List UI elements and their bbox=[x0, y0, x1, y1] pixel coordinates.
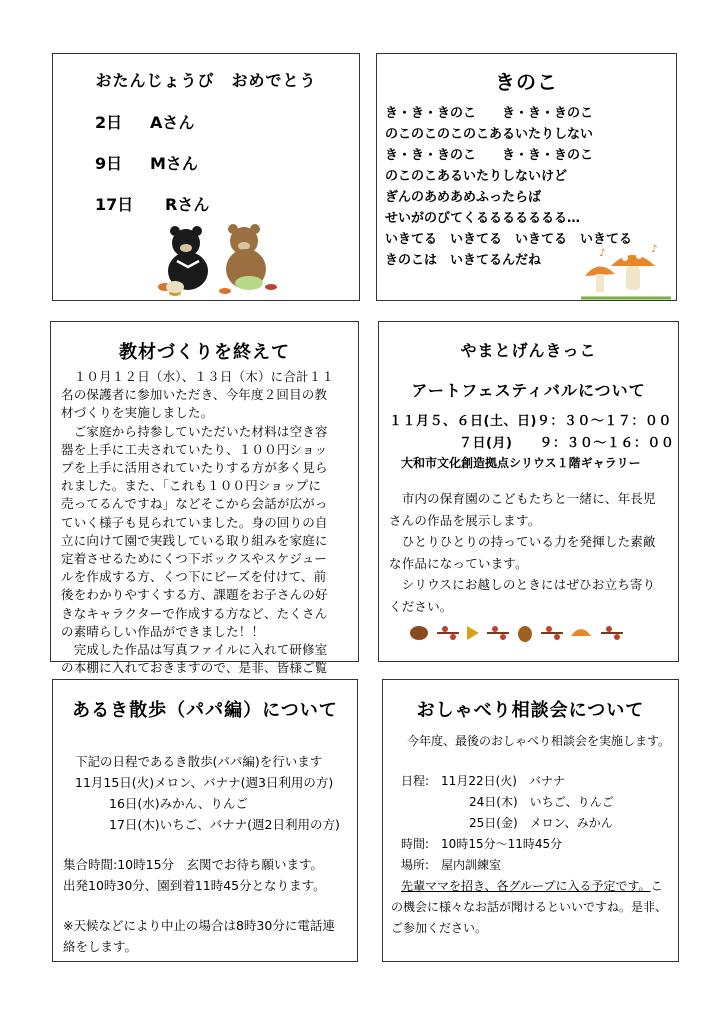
art-line-3: ひとりひとりの持っている力を発揮した素敵 bbox=[389, 534, 656, 549]
art-venue: 大和市文化創造拠点シリウス１階ギャラリー bbox=[401, 456, 641, 470]
kyozai-line-6: プを上手に活用されていたりする方が多く見ら bbox=[61, 460, 328, 476]
kinoko-line-4: のこのこあるいたりしないけど bbox=[385, 169, 568, 184]
walk-meeting-1: 集合時間:10時15分 玄関でお待ち願います。 bbox=[63, 857, 324, 872]
consult-title: おしゃべり相談会について bbox=[416, 700, 645, 721]
art-box bbox=[378, 321, 679, 662]
kinoko-line-5: ぎんのあめあめふったらば bbox=[385, 190, 542, 205]
kyozai-line-8: 売ってるんですね」などそこから会話が広がっ bbox=[61, 496, 328, 512]
walk-schedule-2: 16日(水)みかん、りんご bbox=[109, 796, 248, 811]
art-line-2: さんの作品を展示します。 bbox=[389, 512, 541, 528]
kyozai-title: 教材づくりを終えて bbox=[119, 342, 290, 363]
kyozai-line-5: 器を上手に工夫されていたり、１００円ショッ bbox=[61, 441, 328, 457]
walk-note-2: 絡をします。 bbox=[63, 939, 138, 954]
bears-illustration bbox=[153, 219, 283, 299]
kyozai-line-12: ルを作成する方、くつ下にビーズを付けて、前 bbox=[61, 569, 327, 585]
consult-date-1: 日程: 11月22日(火) バナナ bbox=[401, 774, 565, 788]
consult-intro: 今年度、最後のおしゃべり相談会を実施します。 bbox=[407, 734, 671, 748]
kyozai-line-1: １０月１２日（水）、１３日（木）に合計１１ bbox=[61, 369, 335, 384]
kyozai-line-10: 立に向けて園で実践している取り組みを家庭に bbox=[61, 532, 328, 548]
birthday-name-1: Aさん bbox=[150, 113, 195, 132]
svg-text:♪: ♪ bbox=[651, 244, 658, 255]
kyozai-line-2: 名の保護者に参加いただき、今年度２回目の教 bbox=[61, 387, 328, 403]
art-line-1: 市内の保育園のこどもたちと一緒に、年長児 bbox=[389, 491, 656, 506]
kyozai-line-7: れました。また、「これも１００円ショップに bbox=[61, 478, 322, 494]
birthday-name-3: Rさん bbox=[165, 195, 210, 214]
kyozai-body bbox=[61, 368, 353, 696]
consult-note-1 bbox=[401, 877, 663, 894]
art-line-4: な作品になっています。 bbox=[389, 555, 528, 571]
walk-schedule-1: 11月15日(火)メロン、バナナ(週3日利用の方) bbox=[75, 775, 334, 790]
art-date-2: ７日(月) ９：３０～１６：００ bbox=[459, 436, 675, 451]
kinoko-line-8: きのこは いきてるんだね bbox=[385, 253, 542, 268]
birthday-day-3: 17日 bbox=[95, 195, 134, 214]
birthday-box bbox=[52, 53, 360, 301]
autumn-border-illustration bbox=[409, 622, 639, 644]
kyozai-line-14: きなキャラクターで作成する方など、たくさん bbox=[61, 605, 328, 621]
art-body bbox=[389, 488, 674, 617]
art-title-2: アートフェスティバルについて bbox=[411, 381, 646, 400]
kinoko-title: きのこ bbox=[495, 70, 558, 94]
walk-box bbox=[52, 679, 358, 962]
kinoko-line-2: のこのこのこのこあるいたりしない bbox=[385, 127, 594, 142]
birthday-day-1: 2日 bbox=[95, 113, 123, 132]
consult-note-underlined: 先輩ママを招き、各グループに入る予定です。 bbox=[401, 879, 651, 893]
consult-place: 場所: 屋内訓練室 bbox=[401, 858, 502, 872]
consult-note-3: ご参加ください。 bbox=[391, 921, 488, 935]
kinoko-box bbox=[376, 53, 677, 301]
consult-note-rest: こ bbox=[650, 879, 663, 893]
kyozai-line-16: 完成した作品は写真ファイルに入れて研修室 bbox=[61, 642, 328, 658]
consult-date-2: 24日(木) いちご、りんご bbox=[469, 795, 614, 809]
consult-note-2: の機会に様々なお話が聞けるといいですね。是非、 bbox=[391, 900, 668, 914]
kyozai-line-17: の本棚に入れておきますので、是非、皆様ご覧 bbox=[61, 660, 328, 676]
walk-note-1: ※天候などにより中止の場合は8時30分に電話連 bbox=[63, 918, 335, 933]
kyozai-line-15: の素晴らしい作品ができました！！ bbox=[61, 623, 265, 639]
kyozai-box bbox=[50, 321, 359, 676]
kinoko-line-3: き・き・きのこ き・き・きのこ bbox=[385, 148, 594, 163]
kyozai-line-11: 定着させるためにくつ下ボックスやスケジュー bbox=[61, 551, 328, 567]
walk-meeting-2: 出発10時30分、園到着11時45分となります。 bbox=[63, 878, 326, 893]
kyozai-line-4: ご家庭から持参していただいた材料は空き容 bbox=[61, 423, 328, 439]
art-title-1: やまとげんきっこ bbox=[460, 341, 597, 360]
birthday-title: おたんじょうび おめでとう bbox=[95, 71, 317, 90]
birthday-day-2: 9日 bbox=[95, 154, 123, 173]
consult-time: 時間: 10時15分～11時45分 bbox=[401, 837, 563, 851]
consult-box bbox=[382, 679, 679, 962]
walk-title: あるき散歩（パパ編）について bbox=[72, 700, 338, 721]
kyozai-line-9: ていく様子も見られていました。身の回りの自 bbox=[61, 514, 328, 530]
mushroom-illustration bbox=[581, 244, 671, 300]
kyozai-line-3: 材づくりを実施しました。 bbox=[61, 405, 214, 421]
kinoko-line-7: いきてる いきてる いきてる いきてる bbox=[385, 232, 633, 247]
consult-date-3: 25日(金) メロン、みかん bbox=[469, 816, 613, 830]
kinoko-line-1: き・き・きのこ き・き・きのこ bbox=[385, 106, 594, 121]
birthday-name-2: Mさん bbox=[150, 154, 198, 173]
art-line-6: ください。 bbox=[389, 598, 453, 614]
art-line-5: シリウスにお越しのときにはぜひお立ち寄り bbox=[389, 577, 656, 592]
art-date-1: １１月５、６日(土、日)９：３０～１７：００ bbox=[389, 414, 672, 429]
walk-schedule-3: 17日(木)いちご、バナナ(週2日利用の方) bbox=[109, 817, 340, 832]
walk-intro: 下記の日程であるき散歩(パパ編)を行います bbox=[75, 754, 323, 769]
svg-text:♪: ♪ bbox=[599, 248, 606, 259]
kinoko-line-6: せいがのびてくるるるるるるる… bbox=[385, 211, 581, 226]
kyozai-line-13: 後をわかりやすくする方、課題をお子さんの好 bbox=[61, 587, 328, 603]
